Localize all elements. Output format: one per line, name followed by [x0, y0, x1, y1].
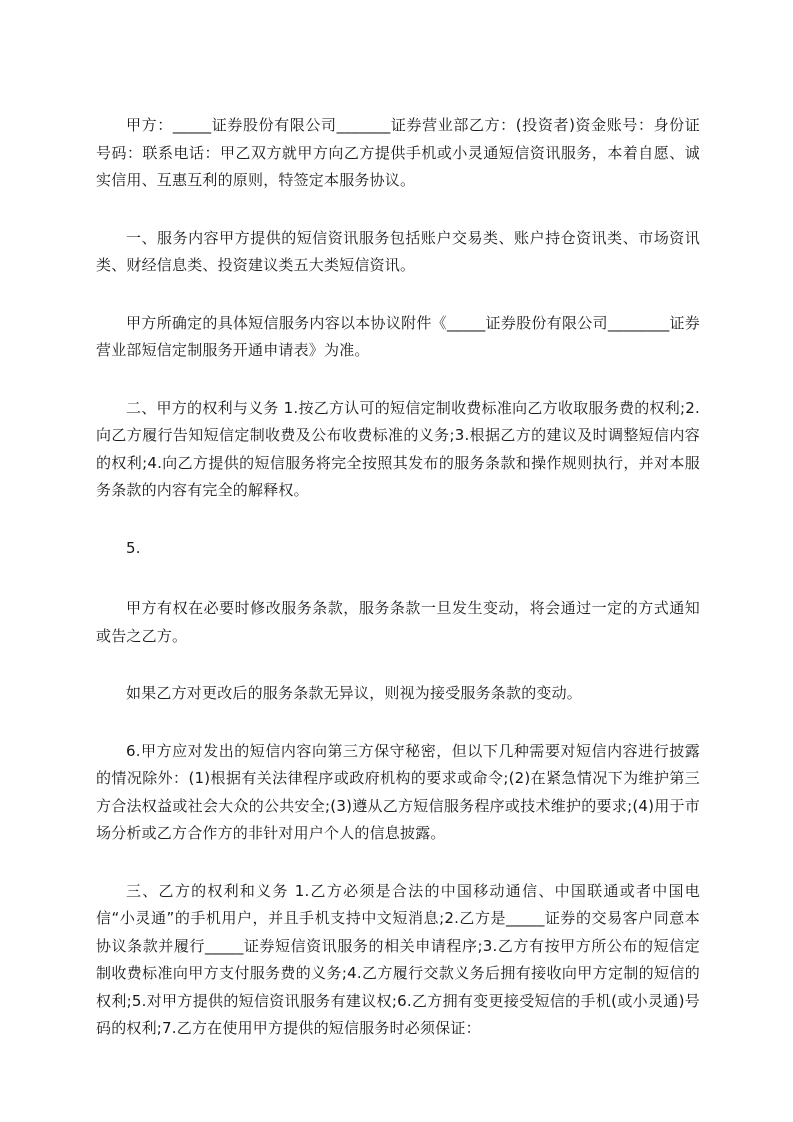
paragraph-modify-terms: 甲方有权在必要时修改服务条款，服务条款一旦发生变动，将会通过一定的方式通知或告之乙方。	[96, 599, 700, 645]
paragraph-confidentiality: 6.甲方应对发出的短信内容向第三方保守秘密，但以下几种需要对短信内容进行披露的情况除外：(1)根据有关法律程序或政府机构的要求或命令;(2)在紧急情况下为维护第三方合法权益或社会大众的公共安全;(3)遵从乙方短信服务程序或技术维护的要求;(4)用于市场分析或乙方合作方的非针对用户个人的信息披露。	[96, 741, 700, 842]
paragraph-parties: 甲方：_____证券股份有限公司_______证券营业部乙方：(投资者)资金账号：身份证号码：联系电话：甲乙双方就甲方向乙方提供手机或小灵通短信资讯服务，本着自愿、诚实信用、互惠互利的原则，特签定本服务协议。	[96, 116, 700, 189]
paragraph-party-a-rights: 二、甲方的权利与义务 1.按乙方认可的短信定制收费标准向乙方收取服务费的权利;2.向乙方履行告知短信定制收费及公布收费标准的义务;3.根据乙方的建议及时调整短信内容的权利;4.向乙方提供的短信服务将完全按照其发布的服务条款和操作规则执行，并对本服务条款的内容有完全的解释权。	[96, 398, 700, 499]
paragraph-service-content: 一、服务内容甲方提供的短信资讯服务包括账户交易类、账户持仓资讯类、市场资讯类、财经信息类、投资建议类五大类短信资讯。	[96, 228, 700, 274]
document-body	[96, 112, 700, 1073]
paragraph-accept-changes: 如果乙方对更改后的服务条款无异议，则视为接受服务条款的变动。	[126, 684, 583, 702]
paragraph-service-scope: 甲方所确定的具体短信服务内容以本协议附件《_____证券股份有限公司________证券营业部短信定制服务开通申请表》为准。	[96, 313, 700, 359]
paragraph-item-5: 5.	[126, 538, 141, 557]
paragraph-party-b-rights: 三、乙方的权利和义务 1.乙方必须是合法的中国移动通信、中国联通或者中国电信“小灵通”的手机用户，并且手机支持中文短消息;2.乙方是_____证券的交易客户同意本协议条款并履行_____证券短信资讯服务的相关申请程序;3.乙方有按甲方所公布的短信定制收费标准向甲方支付服务费的义务;4.乙方履行交款义务后拥有接收向甲方定制的短信的权利;5.对甲方提供的短信资讯服务有建议权;6.乙方拥有变更接受短信的手机(或小灵通)号码的权利;7.乙方在使用甲方提供的短信服务时必须保证：	[96, 881, 700, 1037]
